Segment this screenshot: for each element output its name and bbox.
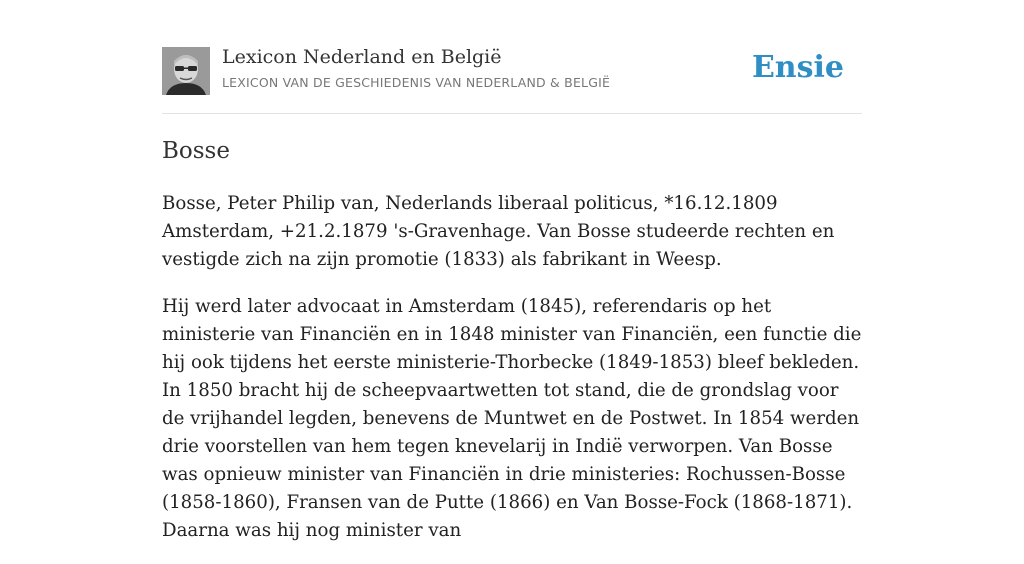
ensie-logo-link[interactable]: Ensie: [751, 50, 844, 85]
avatar[interactable]: [162, 47, 210, 95]
site-subtitle: LEXICON VAN DE GESCHIEDENIS VAN NEDERLAND & BELGIË: [222, 75, 611, 90]
site-title[interactable]: Lexicon Nederland en België: [222, 46, 502, 68]
entry-title: Bosse: [162, 138, 230, 164]
user-portrait-icon: [162, 47, 210, 95]
site-header: [162, 0, 862, 114]
entry-paragraph: Bosse, Peter Philip van, Nederlands liberaal politicus, *16.12.1809 Amsterdam, +21.2.1879 's-Gravenhage. Van Bosse studeerde rechten en vestigde zich na zijn promotie (1833) als fabrikant in Weesp.: [162, 193, 835, 270]
page: [162, 0, 862, 541]
entry-paragraph: Hij werd later advocaat in Amsterdam (1845), referendaris op het ministerie van Financiën en in 1848 minister van Financiën, een functie die hij ook tijdens het eerste ministerie-Thorbecke (1849-1853) bleef bekleden. In 1850 bracht hij de scheepvaartwetten tot stand, die de grondslag voor de vrijhandel legden, benevens de Muntwet en de Postwet. In 1854 werden drie voorstellen van hem tegen knevelarij in Indië verworpen. Van Bosse was opnieuw minister van Financiën in drie ministeries: Rochussen-Bosse (1858-1860), Fransen van de Putte (1866) en Van Bosse-Fock (1868-1871). Daarna was hij nog minister van: [162, 296, 862, 541]
entry-content: [162, 190, 862, 564]
